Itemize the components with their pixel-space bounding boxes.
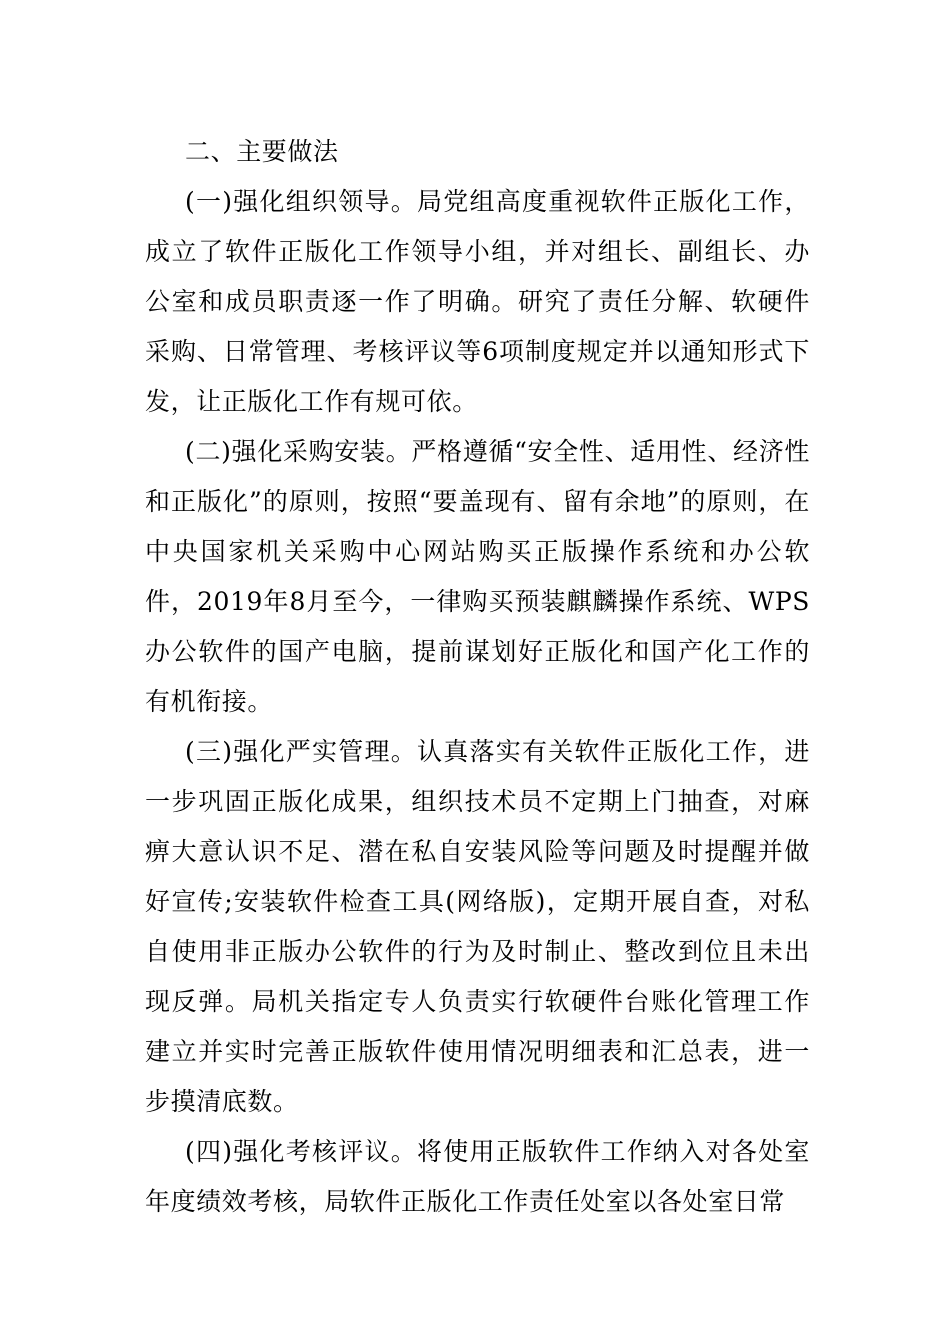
paragraph-assessment: (四)强化考核评议。将使用正版软件工作纳入对各处室年度绩效考核，局软件正版化工作责任处室以各处室日常 xyxy=(145,1137,810,1216)
paragraph-management: (三)强化严实管理。认真落实有关软件正版化工作，进一步巩固正版化成果，组织技术员不定期上门抽查，对麻痹大意认识不足、潜在私自安装风险等问题及时提醒并做好宣传;安装软件检查工具(网络版)，定期开展自查，对私自使用非正版办公软件的行为及时制止、整改到位且未出现反弹。局机关指定专人负责实行软硬件台账化管理工作建立并实时完善正版软件使用情况明细表和汇总表，进一步摸清底数。 xyxy=(145,737,810,1116)
document-body xyxy=(145,127,810,1227)
section-heading: 二、主要做法 xyxy=(185,137,339,166)
paragraph-organization: (一)强化组织领导。局党组高度重视软件正版化工作，成立了软件正版化工作领导小组，并对组长、副组长、办公室和成员职责逐一作了明确。研究了责任分解、软硬件采购、日常管理、考核评议等6项制度规定并以通知形式下发，让正版化工作有规可依。 xyxy=(145,187,810,416)
paragraph-procurement: (二)强化采购安装。严格遵循“安全性、适用性、经济性和正版化”的原则，按照“要盖现有、留有余地”的原则，在中央国家机关采购中心网站购买正版操作系统和办公软件，2019年8月至今，一律购买预装麒麟操作系统、WPS办公软件的国产电脑，提前谋划好正版化和国产化工作的有机衔接。 xyxy=(145,437,810,716)
